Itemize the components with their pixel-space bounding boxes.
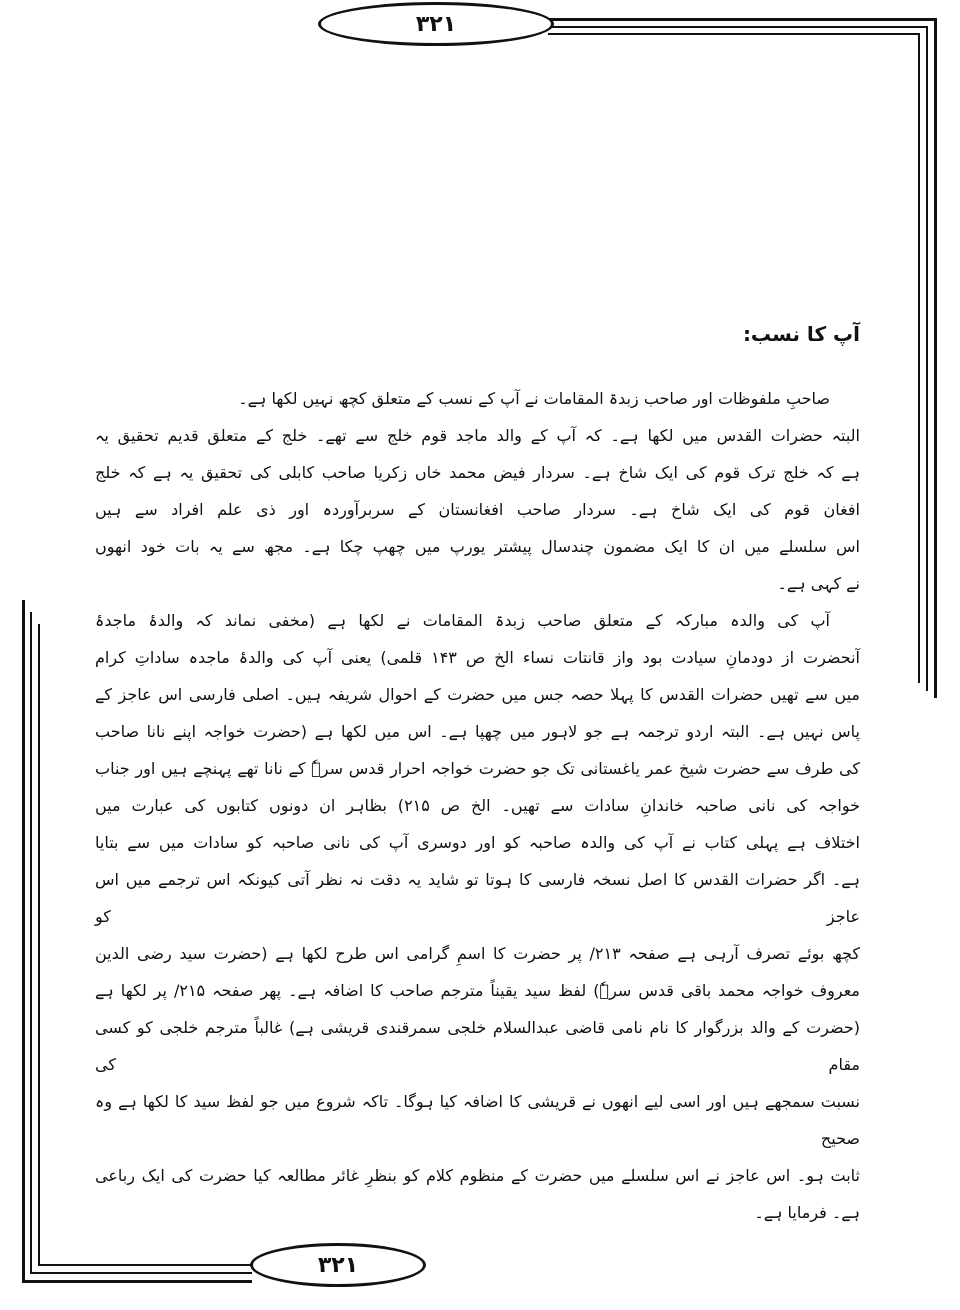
page-number-bottom: ۳۲۱ xyxy=(250,1243,426,1287)
section-heading: آپ کا نسب: xyxy=(742,322,860,346)
text-line: پاس نہیں ہے۔ البتہ اردو ترجمہ ہے جو لاہور میں چھپا ہے۔ اس میں لکھا ہے (حضرت خواجہ اپنے نانا صاحب xyxy=(95,722,860,741)
text-line: افغان قوم کی ایک شاخ ہے۔ سردار صاحب افغانستان کے سربرآوردہ اور ذی علم افراد سے ہیں xyxy=(95,500,860,519)
text-line: اختلاف ہے پہلی کتاب نے آپ کی والدہ صاحبہ کو اور دوسری آپ کی نانی صاحبہ کو سادات میں سے بتایا xyxy=(95,833,860,852)
text-line: ہے۔ فرمایا ہے۔ xyxy=(754,1203,860,1222)
frame-bottom-line xyxy=(22,1280,252,1283)
frame-left-line xyxy=(38,624,40,1266)
frame-top-line xyxy=(548,26,928,28)
text-line: نسبت سمجھے ہیں اور اسی لیے انھوں نے قریشی کا اضافہ کیا ہوگا۔ تاکہ شروع میں جو لفظ سید کا لکھا ہے وہ صحیح xyxy=(95,1092,860,1148)
text-line: ثابت ہو۔ اس عاجز نے اس سلسلے میں حضرت کے منظوم کلام کو بنظرِ غائر مطالعہ کیا حضرت کی ایک رباعی xyxy=(95,1166,860,1185)
text-line: نے کہی ہے۔ xyxy=(777,574,860,593)
text-line: صاحبِ ملفوظات اور صاحب زبدۃ المقامات نے آپ کے نسب کے متعلق کچھ نہیں لکھا ہے۔ xyxy=(238,389,830,408)
text-line: (حضرت کے والد بزرگوار کا نام نامی قاضی عبدالسلام خلجی سمرقندی قریشی ہے) غالباً مترجم خلجی کو کسی مقام کی xyxy=(95,1018,860,1074)
frame-right-line xyxy=(934,18,937,698)
frame-bottom-line xyxy=(30,1272,252,1274)
text-line: میں سے تھیں حضرات القدس کا پہلا حصہ جس میں حضرت کے احوال شریفہ ہیں۔ اصلی فارسی اس عاجز کے xyxy=(95,685,860,704)
frame-left-line xyxy=(22,600,25,1282)
text-line: ہے۔ اگر حضرات القدس کا اصل نسخہ فارسی کا ہوتا تو شاید یہ دقت نہ نظر آتی کیونکہ اس ترجمے میں اس عاجز کو xyxy=(95,870,860,926)
text-line: معروف خواجہ محمد باقی قدس سرہٗ) لفظ سید یقیناً مترجم صاحب کا اضافہ ہے۔ پھر صفحہ ۲۱۵/ پر لکھا ہے xyxy=(95,981,861,1000)
body-text xyxy=(95,380,860,1231)
frame-top-line xyxy=(548,33,920,35)
text-line: آنحضرت از دودمانِ سیادت بود واز قانتات نساء الخ ص ۱۴۳ قلمی) یعنی آپ کی والدۂ ماجدہ ساداتِ کرام xyxy=(95,648,860,667)
page-number-top: ۳۲۱ xyxy=(318,2,554,46)
text-line: ہے کہ خلج ترک قوم کی ایک شاخ ہے۔ سردار فیض محمد خاں زکریا صاحب کابلی کی تحقیق یہ ہے کہ خلج xyxy=(95,463,860,482)
text-line: خواجہ کی نانی صاحبہ خاندانِ سادات سے تھیں۔ الخ ص ۲۱۵) بظاہر ان دونوں کتابوں کی عبارت میں xyxy=(95,796,861,815)
frame-bottom-line xyxy=(38,1264,252,1266)
text-line: کچھ بوئے تصرف آرہی ہے صفحہ ۲۱۳/ پر حضرت کا اسمِ گرامی اس طرح لکھا ہے (حضرت سید رضی الدین xyxy=(95,944,861,963)
text-line: البتہ حضرات القدس میں لکھا ہے۔ کہ آپ کے والد ماجد قوم خلج سے تھے۔ خلج کے متعلق قدیم تحقیق یہ xyxy=(95,426,860,445)
frame-left-line xyxy=(30,612,32,1274)
text-line: کی طرف سے حضرت شیخ عمر یاغستانی تک جو حضرت خواجہ احرار قدس سرہٗ کے نانا تھے پہنچے ہیں اور جناب xyxy=(95,759,860,778)
text-line: اس سلسلے میں ان کا ایک مضمون چندسال پیشتر یورپ میں چھپ چکا ہے۔ مجھ سے یہ بات خود انھوں xyxy=(95,537,860,556)
text-line: آپ کی والدہ مبارکہ کے متعلق صاحب زبدۃ المقامات نے لکھا ہے (مخفی نماند کہ والدۂ ماجدۂ xyxy=(95,611,830,630)
frame-right-line xyxy=(918,33,920,683)
frame-right-line xyxy=(926,26,928,691)
frame-top-line xyxy=(548,18,936,21)
